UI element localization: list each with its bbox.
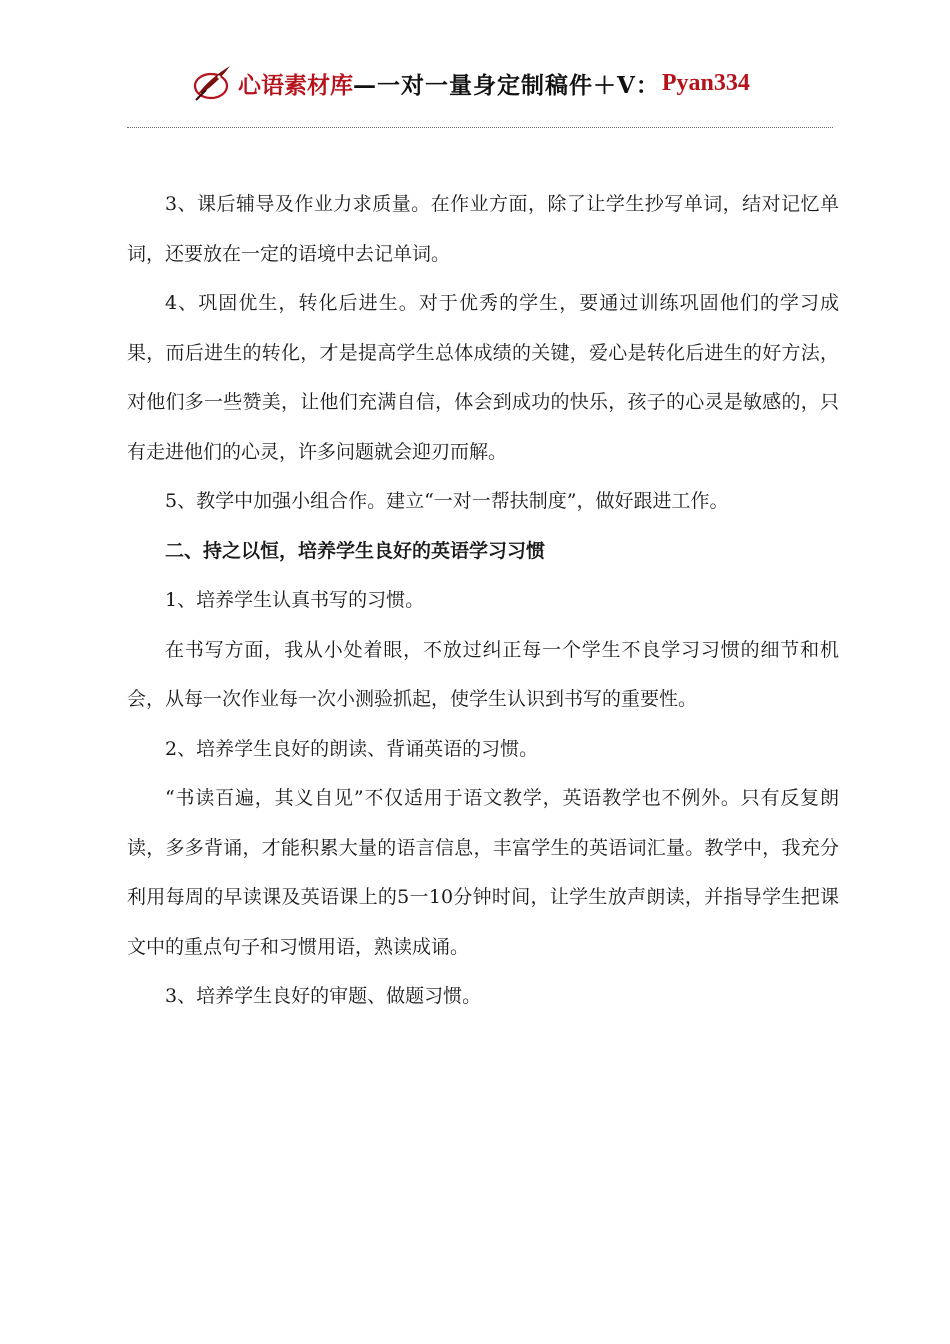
paragraph: 1、培养学生认真书写的习惯。: [165, 589, 425, 611]
paragraph: 3、培养学生良好的审题、做题习惯。: [165, 985, 482, 1007]
paragraph: 5、教学中加强小组合作。建立“一对一帮扶制度”，做好跟进工作。: [165, 490, 729, 512]
paragraph: 在书写方面，我从小处着眼，不放过纠正每一个学生不良学习习惯的细节和机会，从每一次作业每一次小测验抓起，使学生认识到书写的重要性。: [127, 638, 839, 710]
paragraph: 4、巩固优生，转化后进生。对于优秀的学生，要通过训练巩固他们的学习成果，而后进生的转化，才是提高学生总体成绩的关键，爱心是转化后进生的好方法，对他们多一些赞美，让他们充满自信，体会到成功的快乐，孩子的心灵是敏感的，只有走进他们的心灵，许多问题就会迎刃而解。: [127, 292, 839, 463]
header-slogan: —一对一量身定制稿件＋V：: [353, 71, 660, 99]
document-body: [127, 180, 839, 1022]
quill-pen-logo-icon: [190, 60, 236, 106]
header-divider: [127, 127, 833, 128]
section-heading: 二、持之以恒，培养学生良好的英语学习习惯: [165, 539, 546, 562]
brand-name: 心语素材库: [238, 71, 353, 99]
paragraph: 2、培养学生良好的朗读、背诵英语的习惯。: [165, 737, 539, 760]
paragraph: 3、课后辅导及作业力求质量。在作业方面，除了让学生抄写单词，结对记忆单词，还要放在一定的语境中去记单词。: [127, 193, 839, 265]
contact-id: Pyan334: [661, 69, 750, 96]
page-header: [190, 58, 750, 108]
paragraph: “书读百遍，其义自见”不仅适用于语文教学，英语教学也不例外。只有反复朗读，多多背诵，才能积累大量的语言信息，丰富学生的英语词汇量。教学中，我充分利用每周的早读课及英语课上的5一10分钟时间，让学生放声朗读，并指导学生把课文中的重点句子和习惯用语，熟读成诵。: [127, 787, 839, 958]
